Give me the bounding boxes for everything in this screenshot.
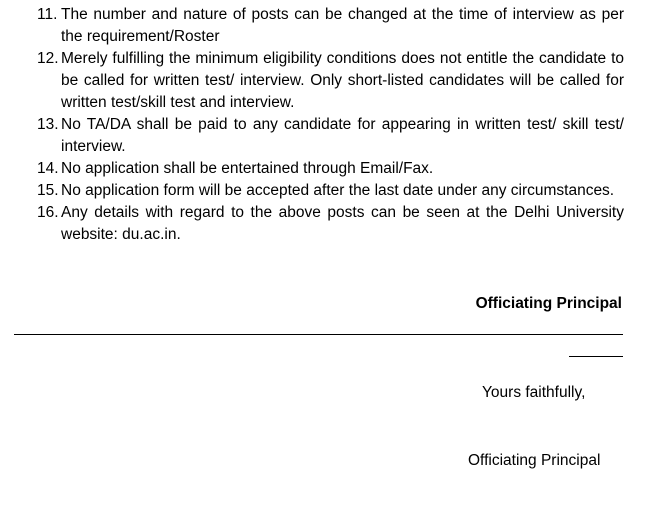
item-text: Any details with regard to the above posts can be seen at the Delhi University website: du.ac.in. bbox=[61, 204, 624, 243]
list-item bbox=[37, 202, 624, 246]
item-text: No TA/DA shall be paid to any candidate for appearing in written test/ skill test/ interview. bbox=[61, 116, 624, 155]
item-number: 15. bbox=[37, 182, 59, 199]
item-text: The number and nature of posts can be changed at the time of interview as per the requirement/Roster bbox=[61, 6, 624, 45]
item-number: 16. bbox=[37, 204, 59, 221]
item-text: No application shall be entertained through Email/Fax. bbox=[61, 160, 434, 177]
separator-line-short bbox=[569, 356, 623, 357]
list-item bbox=[37, 180, 624, 202]
list-item bbox=[37, 114, 624, 158]
item-text: No application form will be accepted after the last date under any circumstances. bbox=[61, 182, 615, 199]
item-number: 13. bbox=[37, 116, 59, 133]
item-number: 14. bbox=[37, 160, 59, 177]
signatory-title-top: Officiating Principal bbox=[475, 295, 622, 312]
list-item bbox=[37, 158, 624, 180]
item-number: 11. bbox=[37, 6, 58, 23]
separator-line bbox=[14, 334, 623, 335]
item-number: 12. bbox=[37, 50, 59, 67]
item-text: Merely fulfilling the minimum eligibility conditions does not entitle the candidate to be called for written test/ interview. Only short-listed candidates will be called for written test/skill test and interview. bbox=[61, 50, 624, 111]
signatory-title-bottom: Officiating Principal bbox=[468, 452, 601, 469]
list-item bbox=[37, 48, 624, 114]
closing-salutation: Yours faithfully, bbox=[482, 384, 586, 401]
list-item bbox=[37, 4, 624, 48]
conditions-list bbox=[37, 4, 624, 246]
